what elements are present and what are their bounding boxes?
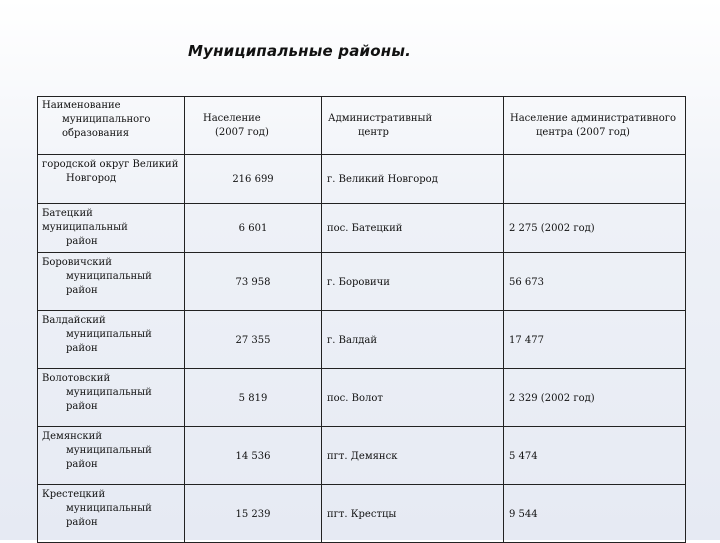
header-center-line: Административный — [328, 113, 433, 124]
district-name-line: Новгород — [66, 173, 117, 184]
district-name-cell — [38, 427, 185, 485]
header-center-population-cell — [504, 97, 686, 155]
population-cell — [185, 369, 322, 427]
population-value: 27 355 — [235, 334, 271, 346]
header-center-population-line: центра (2007 год) — [536, 127, 630, 138]
district-name-line: муниципальный — [66, 387, 152, 398]
center-value: г. Валдай — [327, 334, 378, 346]
district-name-line: Батецкий муниципальный — [42, 208, 128, 233]
district-name-cell — [38, 155, 185, 204]
center-population-cell — [504, 253, 686, 311]
center-cell — [322, 204, 504, 253]
table-row — [38, 253, 686, 311]
header-center-cell — [322, 97, 504, 155]
district-name-line: район — [66, 236, 98, 247]
header-population-line: Население — [203, 113, 261, 124]
population-value: 5 819 — [238, 392, 268, 404]
header-center-population-line: Население административного — [510, 113, 677, 124]
district-name-line: Волотовский — [42, 373, 111, 384]
center-value: пгт. Крестцы — [327, 508, 397, 520]
population-cell — [185, 155, 322, 204]
center-population-cell — [504, 485, 686, 543]
center-cell — [322, 155, 504, 204]
district-name-line: городской округ Великий — [42, 159, 179, 170]
table-row — [38, 204, 686, 253]
center-cell — [322, 427, 504, 485]
population-cell — [185, 427, 322, 485]
center-cell — [322, 485, 504, 543]
population-cell — [185, 253, 322, 311]
district-name-line: район — [66, 459, 98, 470]
header-name-line: муниципального — [62, 114, 151, 125]
center-cell — [322, 311, 504, 369]
population-cell — [185, 485, 322, 543]
district-name-line: муниципальный — [66, 329, 152, 340]
population-value: 73 958 — [235, 276, 271, 288]
center-population-cell — [504, 369, 686, 427]
district-name-line: район — [66, 401, 98, 412]
header-center-line: центр — [358, 127, 389, 138]
district-name-cell — [38, 369, 185, 427]
population-cell — [185, 311, 322, 369]
district-name-line: муниципальный — [66, 503, 152, 514]
center-population-value: 56 673 — [509, 276, 544, 288]
district-name-cell — [38, 204, 185, 253]
center-value: г. Боровичи — [327, 276, 390, 288]
center-value: г. Великий Новгород — [327, 174, 438, 185]
center-population-value: 9 544 — [509, 508, 538, 520]
center-population-cell — [504, 155, 686, 204]
center-population-cell — [504, 427, 686, 485]
center-value: пгт. Демянск — [327, 450, 398, 462]
population-value: 15 239 — [235, 508, 271, 520]
center-cell — [322, 369, 504, 427]
district-name-cell — [38, 311, 185, 369]
center-value: пос. Батецкий — [327, 223, 403, 234]
table-row — [38, 155, 686, 204]
header-name-line: образования — [62, 128, 130, 139]
table-row — [38, 369, 686, 427]
header-population-cell — [185, 97, 322, 155]
population-value: 6 601 — [238, 223, 268, 234]
center-population-cell — [504, 311, 686, 369]
center-population-value: 2 275 (2002 год) — [509, 223, 595, 234]
center-population-cell — [504, 204, 686, 253]
table-row — [38, 311, 686, 369]
district-name-line: район — [66, 285, 98, 296]
table-row — [38, 427, 686, 485]
district-name-line: Демянский — [42, 431, 102, 442]
center-cell — [322, 253, 504, 311]
header-population-line: (2007 год) — [215, 127, 269, 138]
population-value: 216 699 — [232, 174, 274, 185]
population-value: 14 536 — [235, 450, 271, 462]
district-name-line: муниципальный — [66, 445, 152, 456]
district-name-line: Валдайский — [42, 315, 106, 326]
district-name-cell — [38, 485, 185, 543]
center-value: пос. Волот — [327, 392, 383, 404]
district-name-line: муниципальный — [66, 271, 152, 282]
header-name-line: Наименование — [42, 100, 121, 111]
table-header-row — [38, 97, 686, 155]
districts-table — [37, 96, 686, 543]
center-population-value: 17 477 — [509, 334, 544, 346]
center-population-value: 5 474 — [509, 450, 538, 462]
header-name-cell — [38, 97, 185, 155]
district-name-line: Боровичский — [42, 257, 112, 268]
district-name-line: район — [66, 343, 98, 354]
center-population-value: 2 329 (2002 год) — [509, 392, 595, 404]
table-row — [38, 485, 686, 543]
district-name-cell — [38, 253, 185, 311]
population-cell — [185, 204, 322, 253]
district-name-line: район — [66, 517, 98, 528]
page-title: Муниципальные районы. — [188, 42, 411, 60]
district-name-line: Крестецкий — [42, 489, 106, 500]
